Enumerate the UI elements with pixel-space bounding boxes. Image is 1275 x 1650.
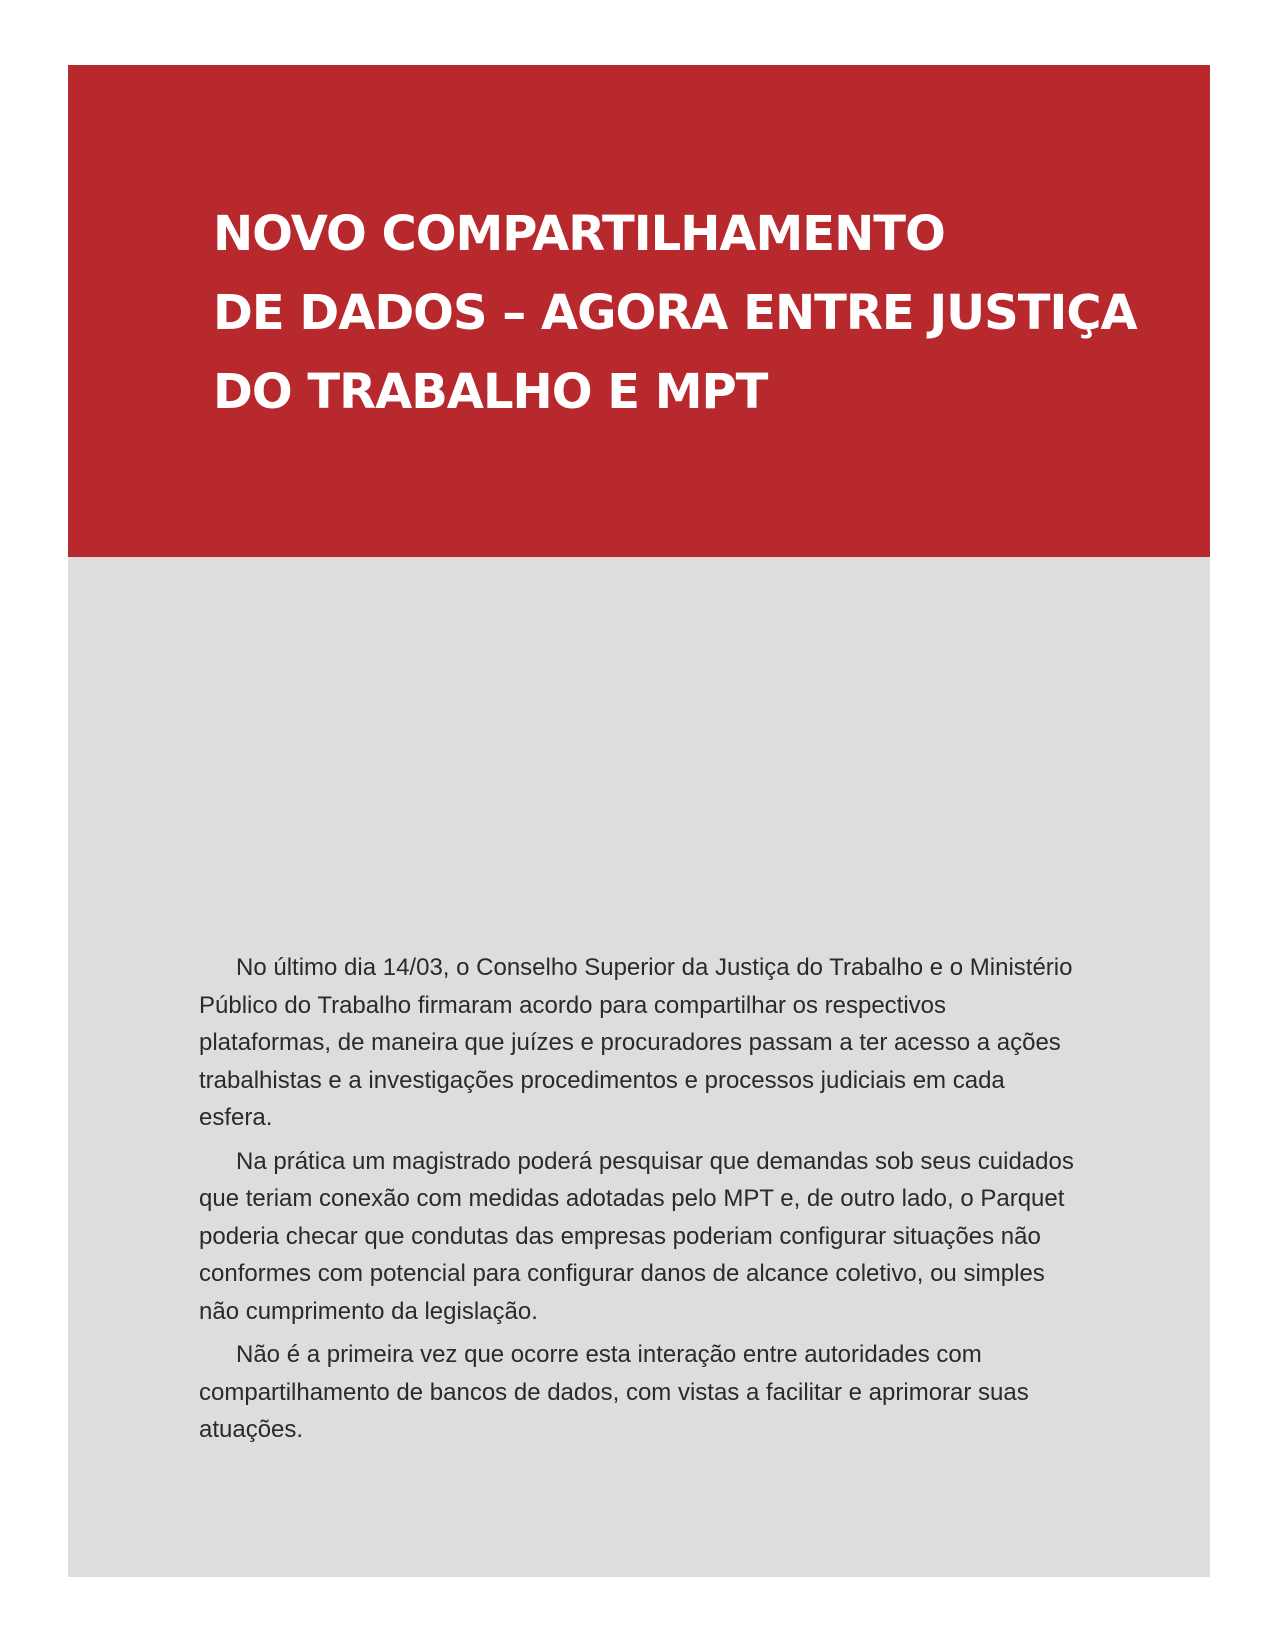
title-line-2: DE DADOS – AGORA ENTRE JUSTIÇA xyxy=(213,285,1137,341)
article-title xyxy=(213,195,1173,432)
article-body xyxy=(199,949,1079,1455)
title-banner xyxy=(68,65,1210,557)
paragraph-1: No último dia 14/03, o Conselho Superior da Justiça do Trabalho e o Ministério Público do Trabalho firmaram acordo para compartilhar os respectivos plataformas, de maneira que juízes e procuradores passam a ter acesso a ações trabalhistas e a investigações procedimentos e processos judiciais em cada esfera. xyxy=(199,954,1073,1131)
paragraph-3: Não é a primeira vez que ocorre esta interação entre autoridades com compartilhamento de bancos de dados, com vistas a facilitar e aprimorar suas atuações. xyxy=(199,1341,1029,1443)
title-line-1: NOVO COMPARTILHAMENTO xyxy=(213,206,945,262)
paragraph-2: Na prática um magistrado poderá pesquisar que demandas sob seus cuidados que teriam conexão com medidas adotadas pelo MPT e, de outro lado, o Parquet poderia checar que condutas das empresas poderiam configurar situações não conformes com potencial para configurar danos de alcance coletivo, ou simples não cumprimento da legislação. xyxy=(199,1147,1074,1325)
title-line-3: DO TRABALHO E MPT xyxy=(213,364,768,420)
content-panel xyxy=(68,557,1210,1577)
